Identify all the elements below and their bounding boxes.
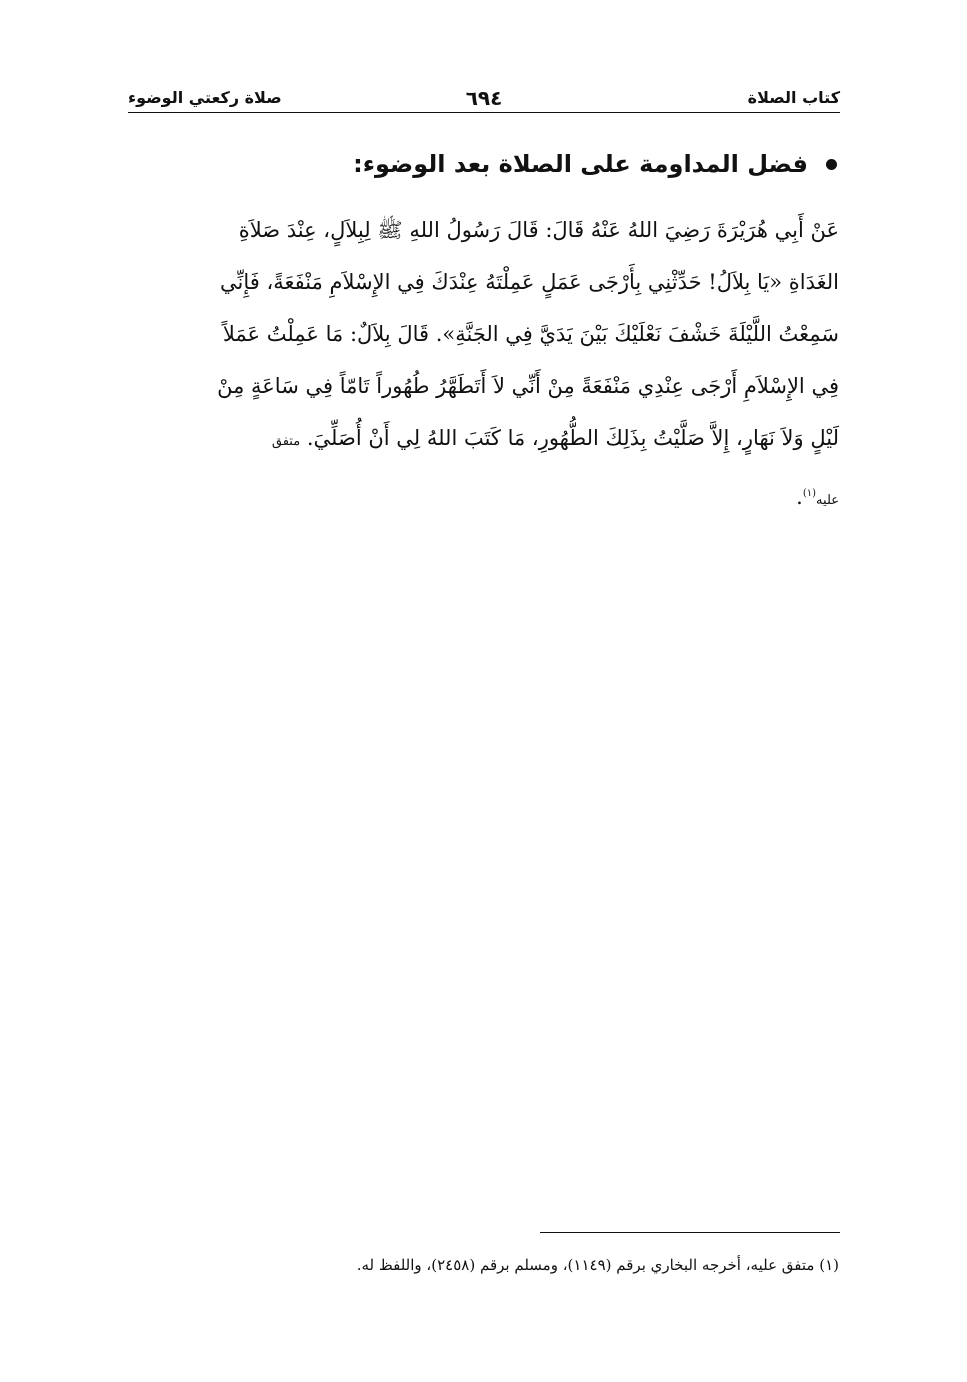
bullet-icon [826,159,837,170]
text-line-4: فِي الإِسْلاَمِ أَرْجَى عِنْدِي مَنْفَعَةً مِنْ أَنِّي لاَ أَتَطَهَّرُ طُهُوراً تَامّاً فِي سَاعَةٍ مِنْ [217,374,839,398]
source-note-cont: عليه [816,493,839,508]
page-number: ٦٩٤ [465,86,503,110]
running-header [128,84,840,112]
text-line-6 [127,468,839,527]
section-title: فضل المداومة على الصلاة بعد الوضوء: [353,150,808,178]
text-line-3: سَمِعْتُ اللَّيْلَةَ خَشْفَ نَعْلَيْكَ بَيْنَ يَدَيَّ فِي الجَنَّةِ». قَالَ بِلاَلٌ: مَا عَمِلْتُ عَمَلاً [222,322,839,346]
footnote-reference[interactable]: (١) [802,488,817,499]
footnote-divider [540,1232,840,1233]
text-line-1: عَنْ أَبِي هُرَيْرَةَ رَضِيَ اللهُ عَنْهُ قَالَ: قَالَ رَسُولُ اللهِ ﷺ لِبِلاَلٍ، عِنْدَ صَلاَةِ [238,218,839,242]
section-heading [137,150,837,178]
text-line-5-content: لَيْلٍ وَلاَ نَهَارٍ، إِلاَّ صَلَّيْتُ بِذَلِكَ الطُّهُورِ، مَا كَتَبَ اللهُ لِي أَنْ أُصَلِّيَ. [306,426,839,450]
hadith-text [127,204,839,527]
footnote: (١) متفق عليه، أخرجه البخاري برقم (١١٤٩)، ومسلم برقم (٢٤٥٨)، واللفظ له. [356,1256,839,1274]
chapter-title: صلاة ركعتي الوضوء [128,88,282,107]
header-divider [128,112,840,113]
text-line-5 [127,412,839,468]
final-period: . [796,485,803,509]
book-title: كتاب الصلاة [747,88,840,107]
source-note: متفق [271,434,301,449]
text-line-2: الغَدَاةِ «يَا بِلاَلُ! حَدِّثْنِي بِأَرْجَى عَمَلٍ عَمِلْتَهُ عِنْدَكَ فِي الإِسْلاَمِ مَنْفَعَةً، فَإِنِّي [219,270,839,294]
